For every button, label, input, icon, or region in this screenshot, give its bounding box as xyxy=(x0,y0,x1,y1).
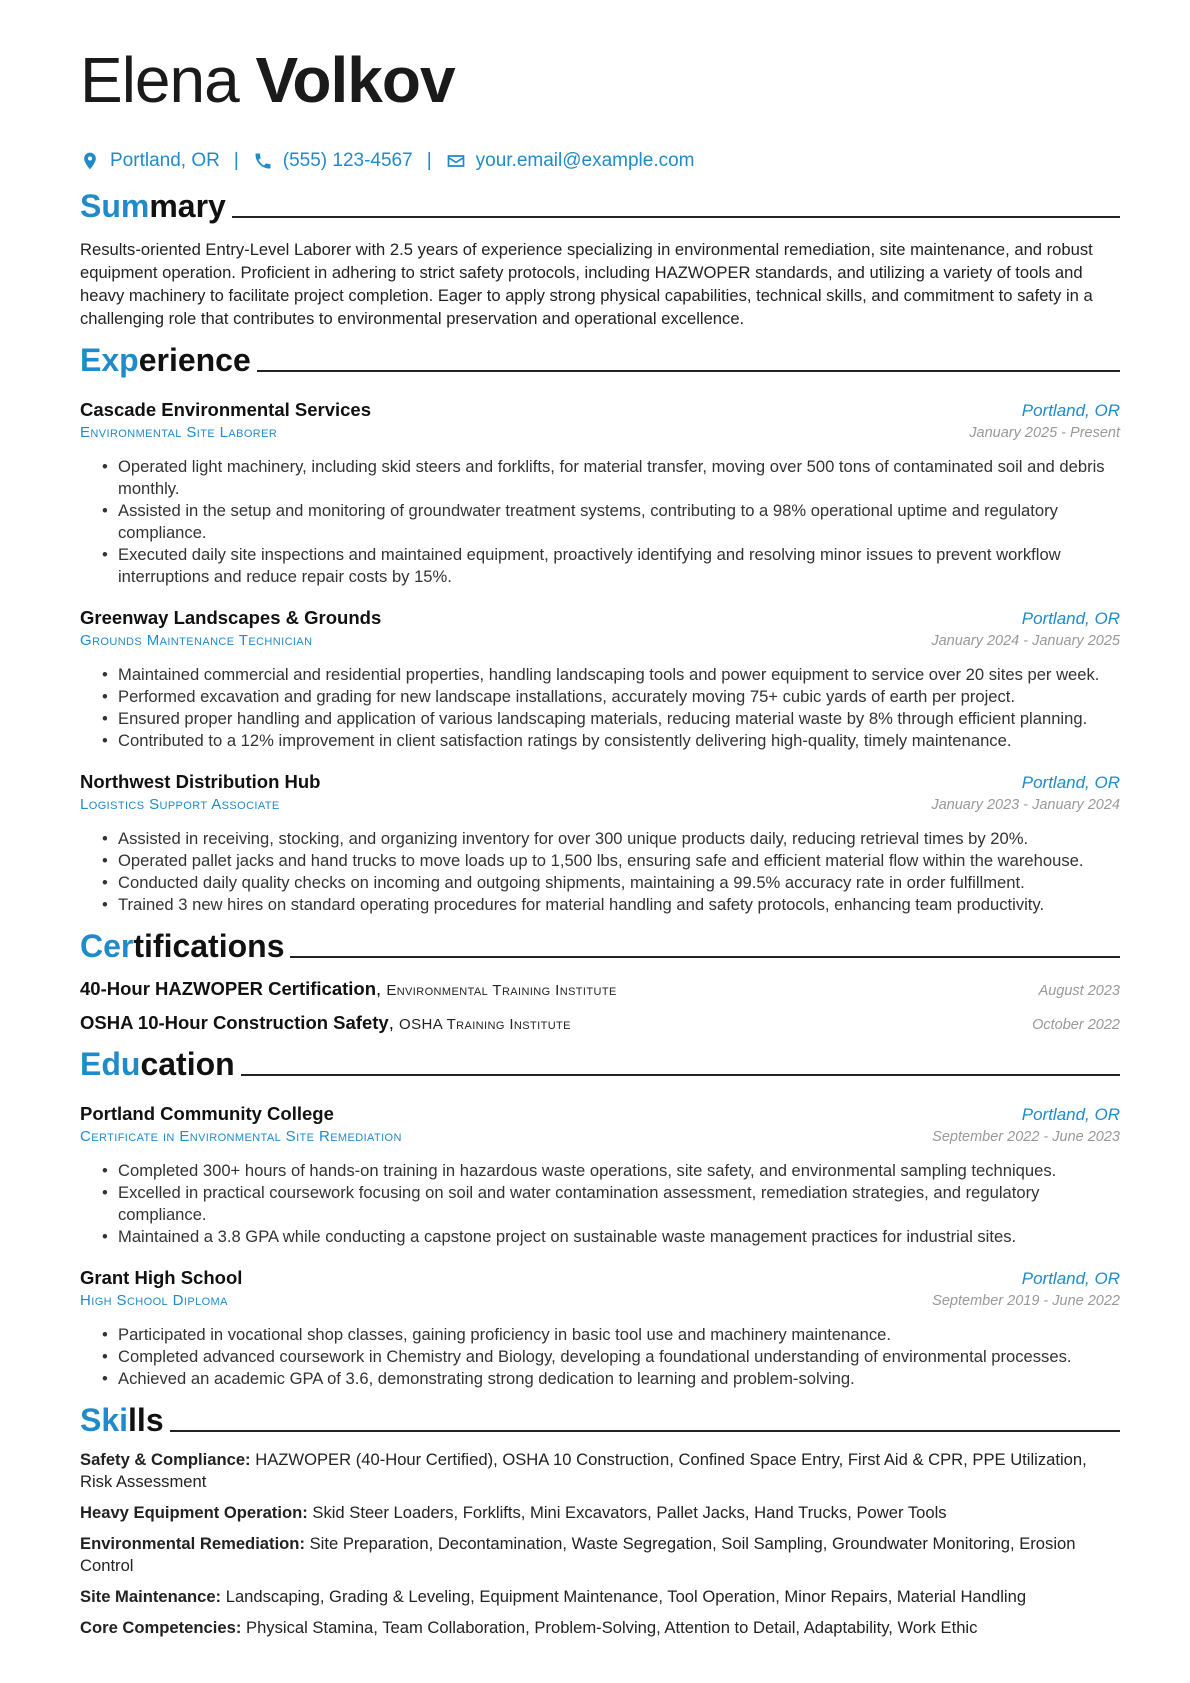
skill-category: Heavy Equipment Operation: xyxy=(80,1503,308,1522)
cert-issuer: OSHA Training Institute xyxy=(399,1016,571,1033)
skill-category: Safety & Compliance: xyxy=(80,1450,251,1469)
skill-row xyxy=(80,1586,1120,1608)
skill-list: HAZWOPER (40-Hour Certified), OSHA 10 Construction, Confined Space Entry, First Aid & CPR, PPE Utilization, Risk Assessment xyxy=(80,1450,1087,1491)
first-name: Elena xyxy=(80,44,239,116)
section-title: Education xyxy=(80,1046,235,1082)
bullet-list xyxy=(80,456,1120,588)
skill-row xyxy=(80,1449,1120,1493)
experience-entry xyxy=(80,606,1120,752)
entry-location: Portland, OR xyxy=(1021,401,1120,420)
list-item: • Trained 3 new hires on standard operating procedures for material handling and safety protocols, enhancing team productivity. xyxy=(118,894,1120,916)
resume-page xyxy=(80,40,1120,1639)
list-item: • Contributed to a 12% improvement in client satisfaction ratings by consistently delivering high-quality, timely maintenance. xyxy=(118,730,1120,752)
entry-dates: January 2025 - Present xyxy=(969,425,1120,441)
list-item: • Participated in vocational shop classes, gaining proficiency in basic tool use and machinery maintenance. xyxy=(118,1324,1120,1346)
entry-organization: Cascade Environmental Services xyxy=(80,399,372,420)
certifications-heading xyxy=(80,926,1120,966)
cert-date: August 2023 xyxy=(1038,983,1120,999)
entry-role: Logistics Support Associate xyxy=(80,796,280,813)
entry-role: Grounds Maintenance Technician xyxy=(80,632,313,649)
skill-category: Site Maintenance: xyxy=(80,1587,222,1606)
contact-email[interactable] xyxy=(446,150,695,172)
list-item: • Conducted daily quality checks on incoming and outgoing shipments, maintaining a 99.5% accuracy rate in order fulfillment. xyxy=(118,872,1120,894)
bullet-list xyxy=(80,1160,1120,1248)
skill-category: Core Competencies: xyxy=(80,1618,242,1637)
list-item: • Operated pallet jacks and hand trucks to move loads up to 1,500 lbs, ensuring safe and efficient material flow within the warehouse. xyxy=(118,850,1120,872)
entry-dates: September 2022 - June 2023 xyxy=(932,1129,1120,1145)
list-item: • Assisted in receiving, stocking, and organizing inventory for over 300 unique products daily, reducing retrieval times by 20%. xyxy=(118,828,1120,850)
entry-organization: Grant High School xyxy=(80,1267,243,1288)
map-pin-icon xyxy=(80,151,100,171)
cert-issuer: Environmental Training Institute xyxy=(386,982,617,999)
entry-organization: Northwest Distribution Hub xyxy=(80,771,321,792)
phone-icon xyxy=(253,151,273,171)
skill-list: Landscaping, Grading & Leveling, Equipment Maintenance, Tool Operation, Minor Repairs, Material Handling xyxy=(225,1587,1027,1606)
bullet-list xyxy=(80,828,1120,916)
section-divider xyxy=(290,956,1120,958)
phone-text[interactable]: (555) 123-4567 xyxy=(282,150,413,171)
list-item: • Excelled in practical coursework focusing on soil and water contamination assessment, remediation strategies, and regulatory compliance. xyxy=(118,1182,1120,1226)
entry-location: Portland, OR xyxy=(1021,773,1120,792)
entry-location: Portland, OR xyxy=(1021,1269,1120,1288)
bullet-list xyxy=(80,1324,1120,1390)
skill-list: Physical Stamina, Team Collaboration, Problem-Solving, Attention to Detail, Adaptability, Work Ethic xyxy=(246,1618,978,1637)
education-entry xyxy=(80,1266,1120,1390)
entry-role: Certificate in Environmental Site Remediation xyxy=(80,1128,402,1145)
education-heading xyxy=(80,1044,1120,1084)
entry-dates: January 2024 - January 2025 xyxy=(931,633,1120,649)
education-entry xyxy=(80,1102,1120,1248)
section-title: Summary xyxy=(80,188,226,224)
skills-heading xyxy=(80,1400,1120,1440)
entry-organization: Portland Community College xyxy=(80,1103,334,1124)
summary-heading xyxy=(80,186,1120,226)
certification-item: OSHA 10-Hour Construction Safety, OSHA Training Institute October 2022 xyxy=(80,1012,1120,1033)
list-item: • Completed 300+ hours of hands-on training in hazardous waste operations, site safety, and environmental sampling techniques. xyxy=(118,1160,1120,1182)
entry-dates: September 2019 - June 2022 xyxy=(932,1293,1120,1309)
envelope-icon xyxy=(446,151,466,171)
entry-organization: Greenway Landscapes & Grounds xyxy=(80,607,382,628)
list-item: • Ensured proper handling and application of various landscaping materials, reducing material waste by 8% through efficient planning. xyxy=(118,708,1120,730)
list-item: • Achieved an academic GPA of 3.6, demonstrating strong dedication to learning and problem-solving. xyxy=(118,1368,1120,1390)
skill-row xyxy=(80,1533,1120,1577)
contact-location xyxy=(80,150,220,172)
last-name: Volkov xyxy=(255,44,455,116)
skill-list: Site Preparation, Decontamination, Waste Segregation, Soil Sampling, Groundwater Monitoring, Erosion Control xyxy=(80,1534,1076,1575)
cert-name: OSHA 10-Hour Construction Safety xyxy=(80,1012,389,1033)
contact-bar xyxy=(80,146,1120,176)
certification-item: 40-Hour HAZWOPER Certification, Environmental Training Institute August 2023 xyxy=(80,978,1120,999)
contact-phone[interactable] xyxy=(253,150,413,172)
experience-entry xyxy=(80,770,1120,916)
contact-separator: | xyxy=(426,150,432,171)
list-item: • Maintained commercial and residential properties, handling landscaping tools and power equipment to service over 20 sites per week. xyxy=(118,664,1120,686)
experience-heading xyxy=(80,340,1120,380)
section-title: Certifications xyxy=(80,928,285,964)
skill-category: Environmental Remediation: xyxy=(80,1534,305,1553)
entry-role: Environmental Site Laborer xyxy=(80,424,278,441)
list-item: • Executed daily site inspections and maintained equipment, proactively identifying and resolving minor issues to prevent workflow interruptions and reduce repair costs by 15%. xyxy=(118,544,1120,588)
section-divider xyxy=(257,370,1120,372)
section-title: Skills xyxy=(80,1402,164,1438)
section-divider xyxy=(170,1430,1120,1432)
list-item: • Maintained a 3.8 GPA while conducting a capstone project on sustainable waste management practices for industrial sites. xyxy=(118,1226,1120,1248)
skill-row xyxy=(80,1617,1120,1639)
contact-separator: | xyxy=(233,150,239,171)
entry-dates: January 2023 - January 2024 xyxy=(931,797,1120,813)
section-title: Experience xyxy=(80,342,251,378)
summary-text: Results-oriented Entry-Level Laborer with 2.5 years of experience specializing in environmental remediation, site maintenance, and robust equipment operation. Proficient in adhering to strict safety protocols, including HAZWOPER standards, and utilizing a variety of tools and heavy machinery to facilitate project completion. Eager to apply strong physical capabilities, technical skills, and commitment to safety in a challenging role that contributes to environmental preservation and operational excellence. xyxy=(80,240,1093,328)
location-text: Portland, OR xyxy=(110,150,220,171)
entry-location: Portland, OR xyxy=(1021,609,1120,628)
list-item: • Operated light machinery, including skid steers and forklifts, for material transfer, moving over 500 tons of contaminated soil and debris monthly. xyxy=(118,456,1120,500)
section-divider xyxy=(241,1074,1120,1076)
experience-entry xyxy=(80,398,1120,588)
list-item: • Performed excavation and grading for new landscape installations, accurately moving 75+ cubic yards of earth per project. xyxy=(118,686,1120,708)
skill-row xyxy=(80,1502,1120,1524)
cert-name: 40-Hour HAZWOPER Certification xyxy=(80,978,377,999)
email-link[interactable]: your.email@example.com xyxy=(475,150,695,171)
entry-role: High School Diploma xyxy=(80,1292,228,1309)
cert-date: October 2022 xyxy=(1032,1017,1120,1033)
candidate-name xyxy=(80,40,1120,120)
list-item: • Assisted in the setup and monitoring of groundwater treatment systems, contributing to a 98% operational uptime and regulatory compliance. xyxy=(118,500,1120,544)
section-divider xyxy=(232,216,1120,218)
bullet-list xyxy=(80,664,1120,752)
list-item: • Completed advanced coursework in Chemistry and Biology, developing a foundational understanding of environmental processes. xyxy=(118,1346,1120,1368)
entry-location: Portland, OR xyxy=(1021,1105,1120,1124)
skill-list: Skid Steer Loaders, Forklifts, Mini Excavators, Pallet Jacks, Hand Trucks, Power Tools xyxy=(312,1503,947,1522)
